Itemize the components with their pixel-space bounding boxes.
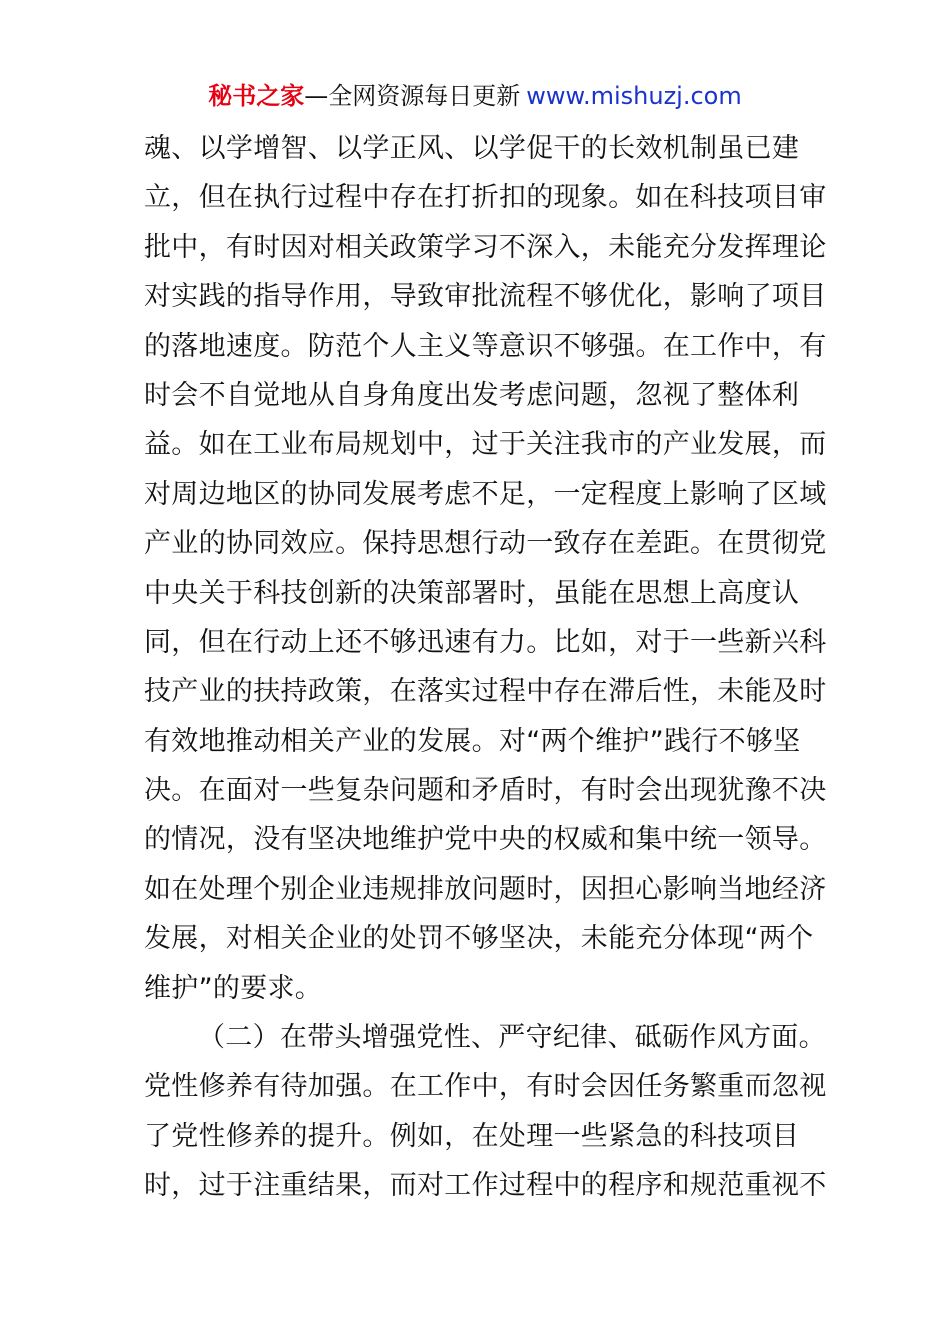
text-line: 批中，有时因对相关政策学习不深入，未能充分发挥理论 bbox=[144, 231, 827, 263]
site-url[interactable]: www.mishuzj.com bbox=[526, 82, 742, 110]
text-line: 魂、以学增智、以学正风、以学促干的长效机制虽已建 bbox=[144, 133, 800, 164]
text-line: 益。如在工业布局规划中，过于关注我市的产业发展，而 bbox=[144, 429, 827, 461]
text-line: 时，过于注重结果，而对工作过程中的程序和规范重视不 bbox=[144, 1170, 827, 1202]
text-line: 发展，对相关企业的处罚不够坚决，未能充分体现“两个 bbox=[144, 923, 814, 955]
text-line: 立，但在执行过程中存在打折扣的现象。如在科技项目审 bbox=[144, 182, 827, 214]
text-line: 了党性修养的提升。例如，在处理一些紧急的科技项目 bbox=[144, 1120, 800, 1152]
text-line: 技产业的扶持政策，在落实过程中存在滞后性，未能及时 bbox=[144, 676, 827, 708]
text-line: 如在处理个别企业违规排放问题时，因担心影响当地经济 bbox=[144, 873, 827, 905]
page-header bbox=[0, 80, 950, 112]
text-line: 对实践的指导作用，导致审批流程不够优化，影响了项目 bbox=[144, 281, 827, 313]
text-line: 的落地速度。防范个人主义等意识不够强。在工作中，有 bbox=[144, 330, 827, 362]
text-line: 对周边地区的协同发展考虑不足，一定程度上影响了区域 bbox=[144, 478, 827, 510]
section-heading: （二）在带头增强党性、严守纪律、砥砺作风方面。 bbox=[198, 1022, 826, 1054]
text-line: 产业的协同效应。保持思想行动一致存在差距。在贯彻党 bbox=[144, 528, 827, 560]
text-line: 的情况，没有坚决地维护党中央的权威和集中统一领导。 bbox=[144, 824, 827, 856]
text-line: 有效地推动相关产业的发展。对“两个维护”践行不够坚 bbox=[144, 725, 801, 757]
text-line: 同，但在行动上还不够迅速有力。比如，对于一些新兴科 bbox=[144, 626, 827, 658]
text-line: 中央关于科技创新的决策部署时，虽能在思想上高度认 bbox=[144, 577, 800, 609]
site-slogan: —全网资源每日更新 bbox=[304, 82, 521, 110]
text-line: 维护”的要求。 bbox=[144, 972, 323, 1004]
text-line: 决。在面对一些复杂问题和矛盾时，有时会出现犹豫不决 bbox=[144, 775, 827, 807]
site-name: 秘书之家 bbox=[208, 82, 305, 110]
text-line: 时会不自觉地从自身角度出发考虑问题，忽视了整体利 bbox=[144, 379, 800, 411]
text-line: 党性修养有待加强。在工作中，有时会因任务繁重而忽视 bbox=[144, 1071, 827, 1103]
document-body bbox=[144, 124, 827, 1211]
